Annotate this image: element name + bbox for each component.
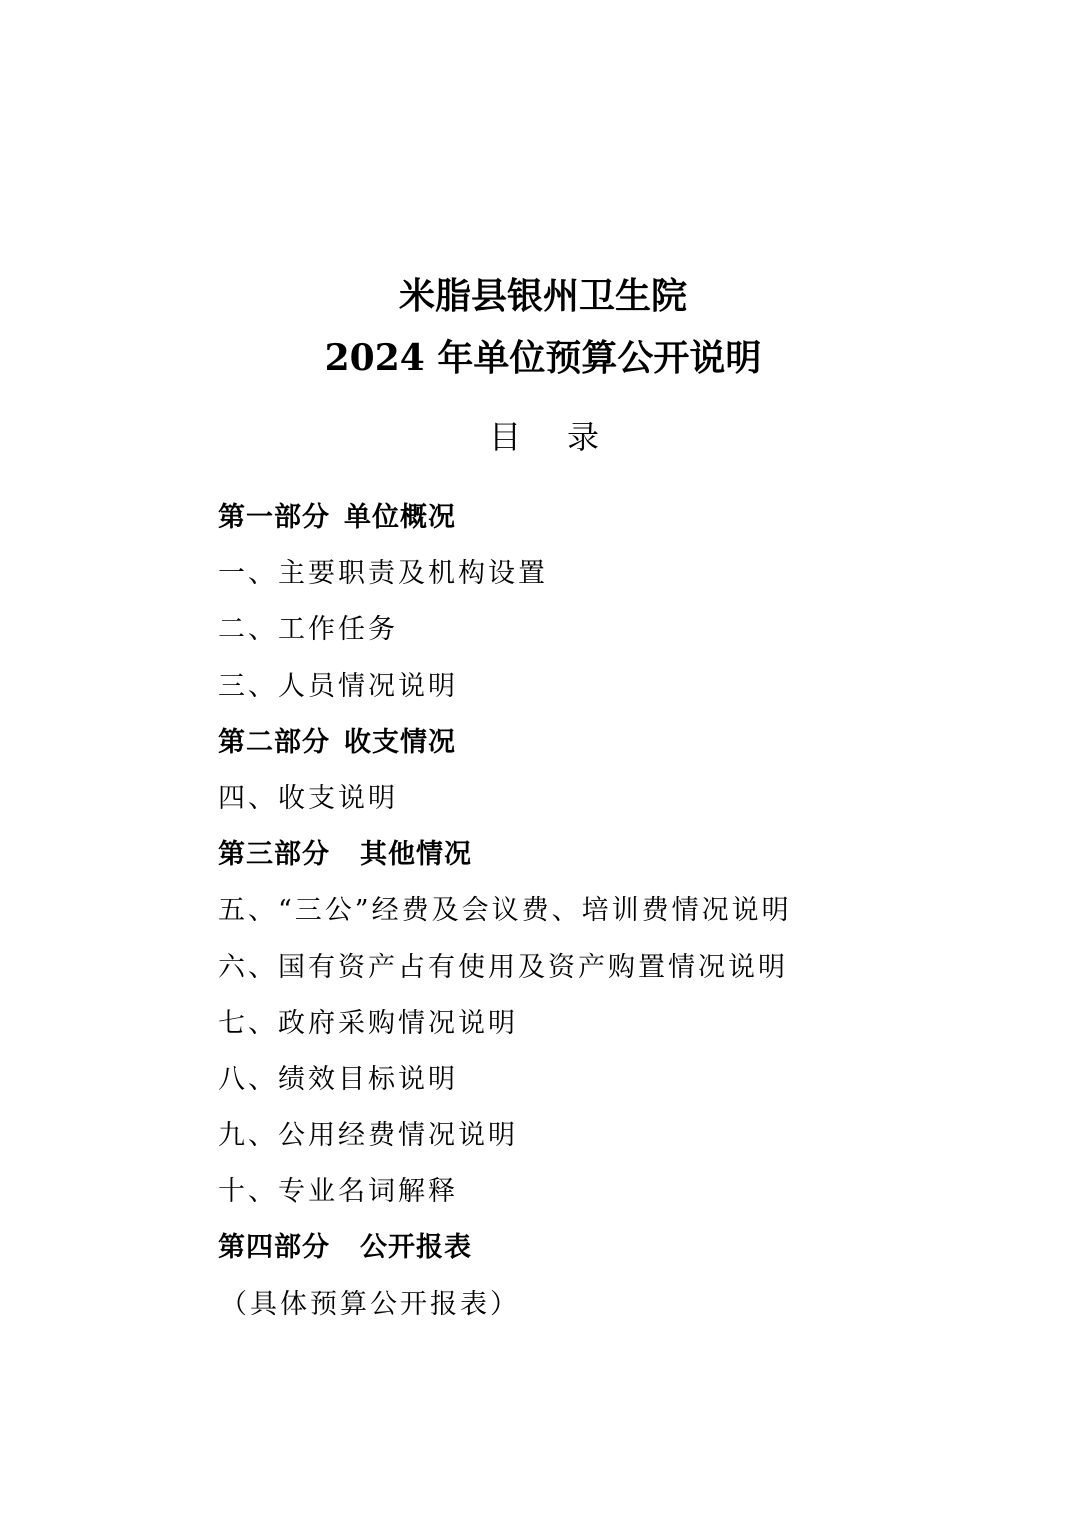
toc-part-2	[218, 721, 792, 777]
toc-item-9: 九、公用经费情况说明	[218, 1120, 518, 1152]
toc-part-1	[218, 496, 792, 552]
toc-heading-left: 目	[488, 418, 521, 456]
document-title-line1: 米脂县银州卫生院	[398, 275, 687, 317]
toc-item-3: 三、人员情况说明	[218, 670, 458, 702]
document-title-line2: 2024 年单位预算公开说明	[324, 337, 762, 379]
toc-item-2: 二、工作任务	[218, 614, 398, 646]
toc-item-10: 十、专业名词解释	[218, 1176, 458, 1208]
toc-part-1-title: 单位概况	[344, 502, 456, 533]
toc-part-4-label: 第四部分	[218, 1232, 330, 1264]
toc-part-4	[218, 1226, 792, 1282]
toc-item-8: 八、绩效目标说明	[218, 1063, 458, 1095]
toc-item-4: 四、收支说明	[218, 782, 398, 814]
toc-part-3	[218, 833, 792, 889]
toc-part-2-label: 第二部分	[218, 726, 330, 758]
toc-item-7: 七、政府采购情况说明	[218, 1007, 518, 1039]
toc-part-3-label: 第三部分	[218, 839, 330, 871]
toc-item-1: 一、主要职责及机构设置	[218, 558, 548, 590]
toc-note: （具体预算公开报表）	[220, 1288, 520, 1320]
toc-heading	[0, 412, 1074, 458]
toc-part-2-title: 收支情况	[344, 726, 456, 758]
toc-item-6: 六、国有资产占有使用及资产购置情况说明	[218, 951, 788, 983]
toc-item-5: 五、“三公”经费及会议费、培训费情况说明	[218, 895, 792, 927]
table-of-contents	[218, 496, 792, 1339]
toc-part-1-label: 第一部分	[218, 502, 330, 533]
toc-part-4-title: 公开报表	[360, 1232, 472, 1264]
toc-part-3-title: 其他情况	[360, 839, 472, 871]
toc-heading-right: 录	[567, 418, 600, 456]
